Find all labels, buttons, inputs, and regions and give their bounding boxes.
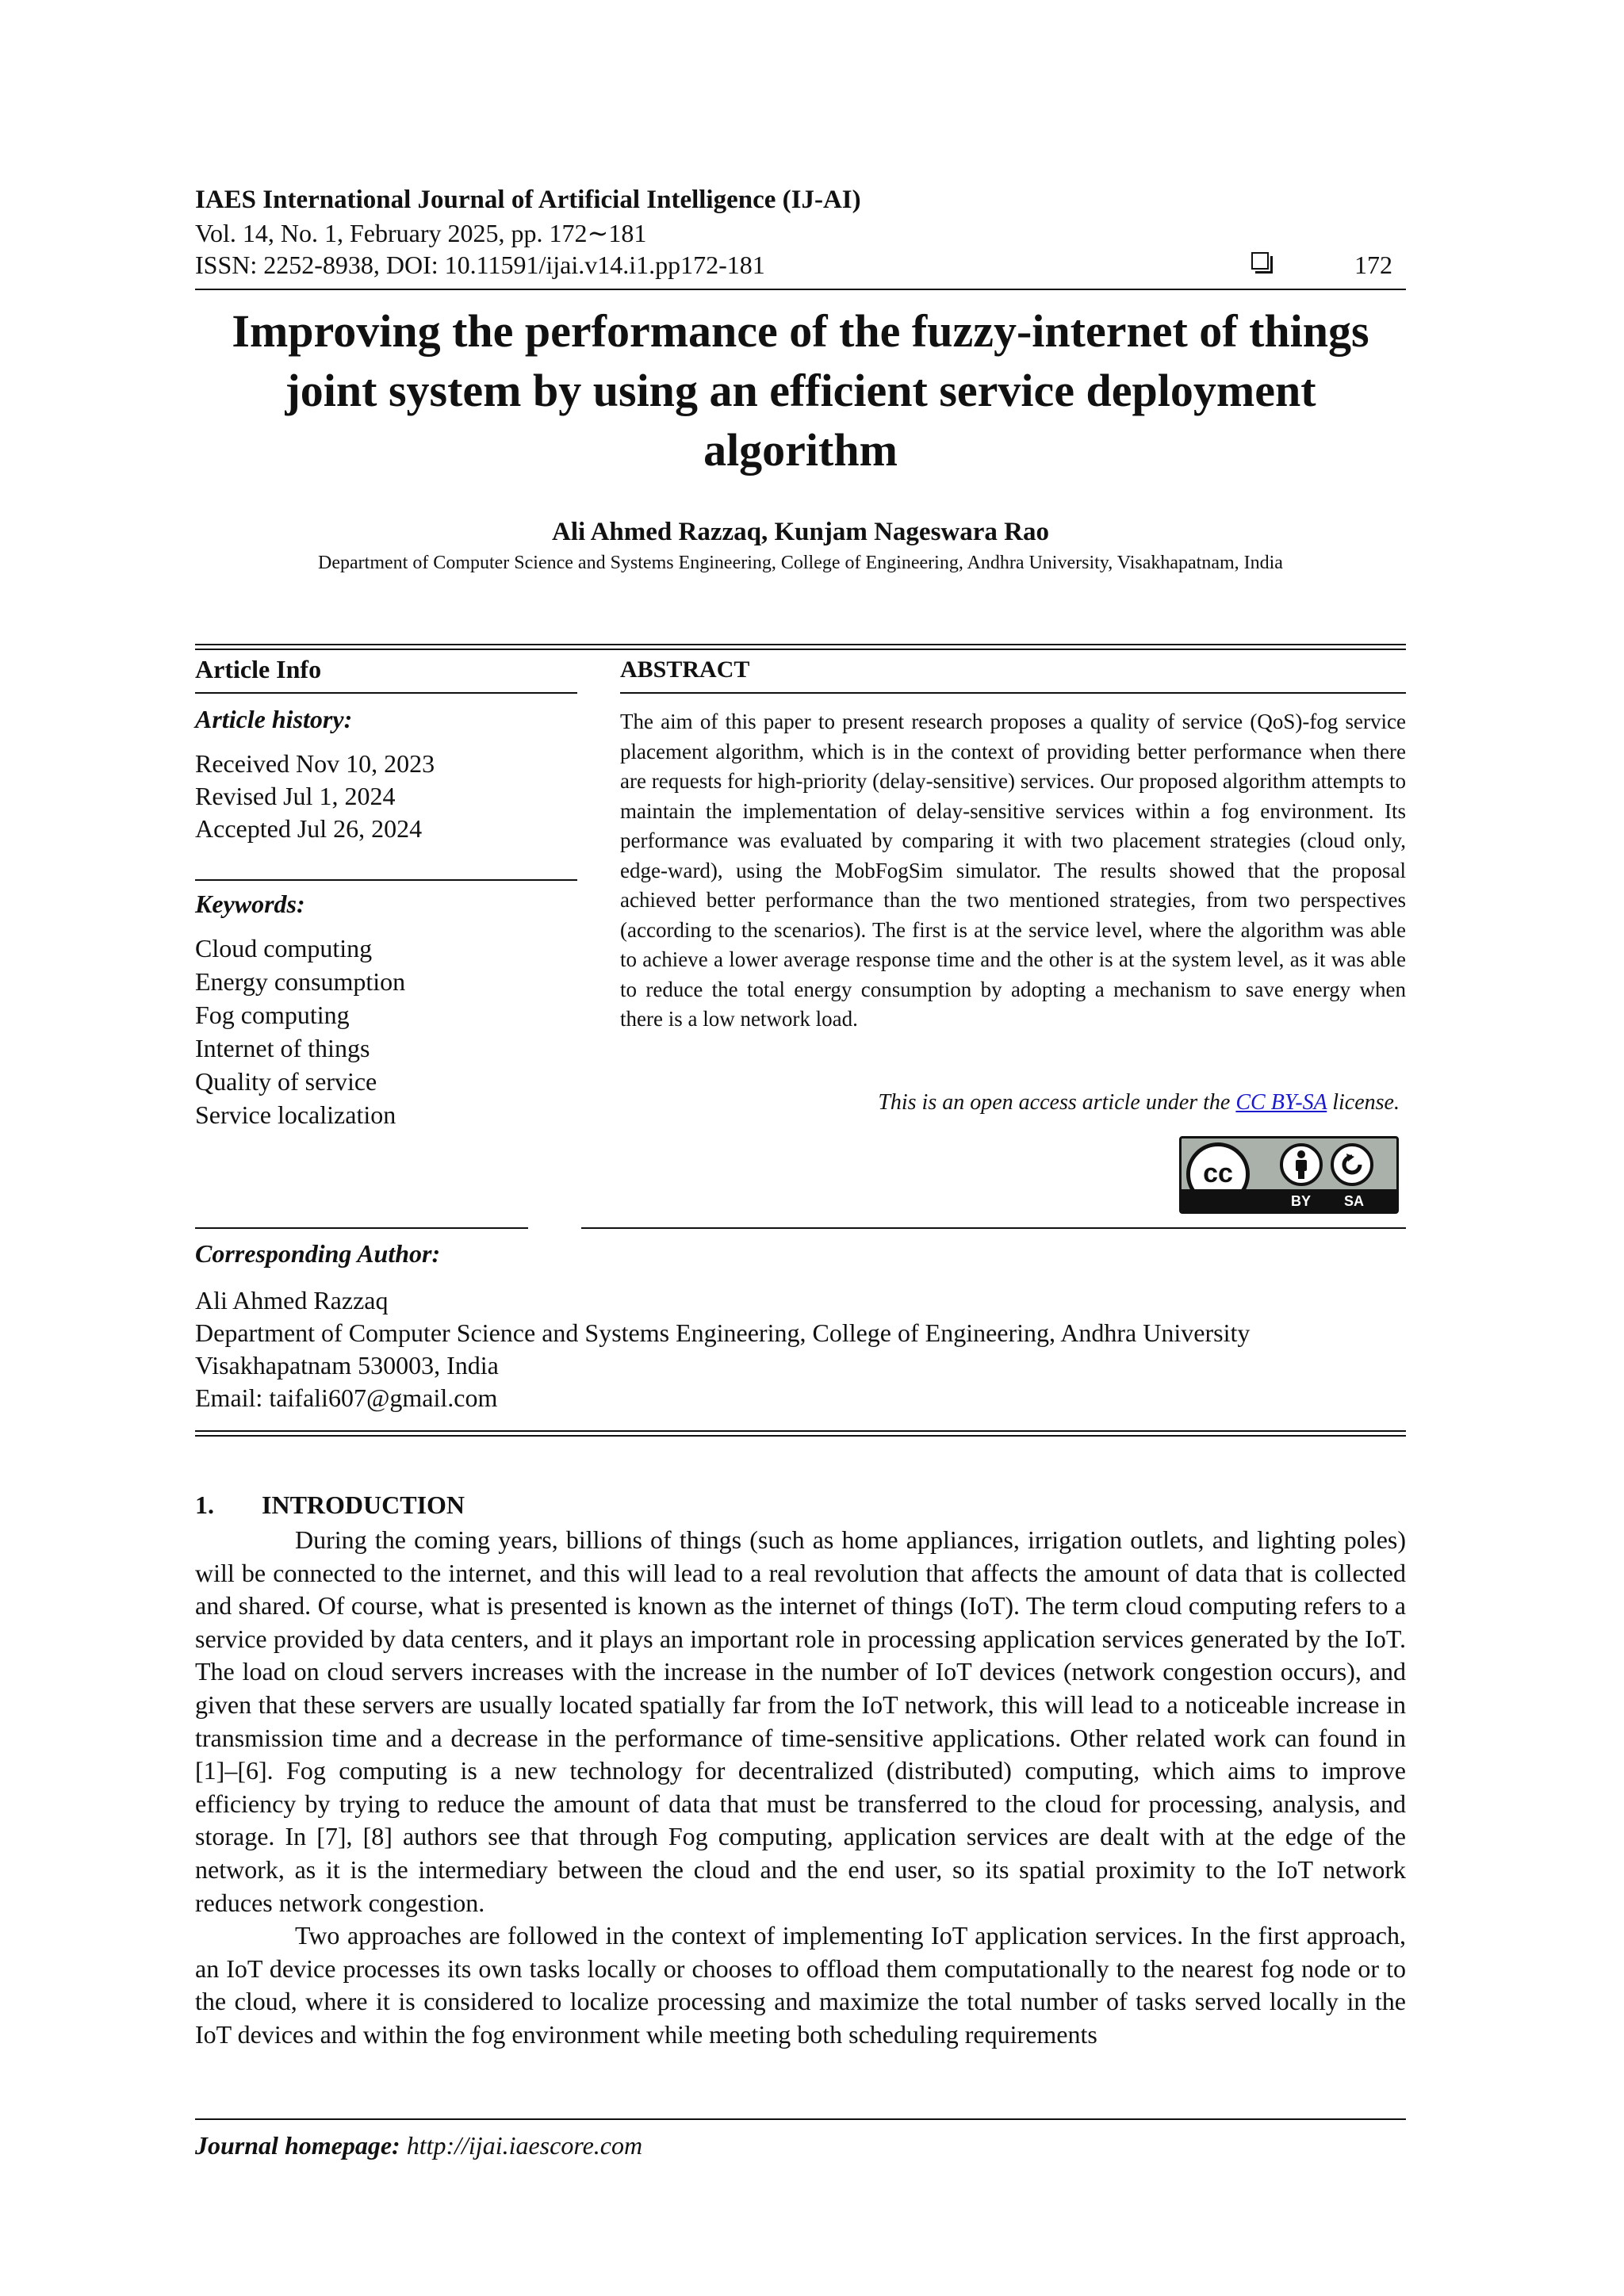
attribution-icon [1280, 1143, 1323, 1186]
corresponding-city: Visakhapatnam 530003, India [195, 1351, 499, 1380]
license-line [620, 1090, 1400, 1115]
journal-homepage [195, 2131, 642, 2160]
received-date: Received Nov 10, 2023 [195, 749, 435, 778]
footer-rule [195, 2118, 1406, 2120]
keyword-item: Internet of things [195, 1034, 370, 1062]
license-prefix: This is an open access article under the [878, 1090, 1231, 1115]
paper-authors: Ali Ahmed Razzaq, Kunjam Nageswara Rao [552, 518, 1049, 546]
paper-affiliation: Department of Computer Science and Systems Engineering, College of Engineering, Andhra University, Visakhapatnam, India [318, 553, 1283, 573]
keywords-heading: Keywords: [195, 890, 305, 918]
page-number: 172 [1354, 251, 1392, 279]
corresponding-rule-left [195, 1227, 528, 1229]
homepage-url[interactable]: http://ijai.iaescore.com [406, 2131, 643, 2160]
corresponding-rule-right [581, 1227, 1406, 1229]
info-bottom-rule-2 [195, 1435, 1406, 1437]
paper-title: Improving the performance of the fuzzy-internet of things joint system by using an efficient service deployment algorithm [232, 305, 1369, 476]
license-link[interactable]: CC BY-SA [1235, 1090, 1327, 1115]
page-box-icon [1251, 252, 1269, 270]
badge-sa-label: SA [1344, 1193, 1365, 1209]
keyword-item: Fog computing [195, 1001, 350, 1029]
accepted-date: Accepted Jul 26, 2024 [195, 814, 423, 843]
keyword-item: Energy consumption [195, 967, 406, 996]
corresponding-department: Department of Computer Science and Systems Engineering, College of Engineering, Andhra University [195, 1318, 1251, 1347]
badge-by-label: BY [1291, 1193, 1312, 1209]
article-history-heading: Article history: [195, 705, 353, 733]
keyword-item: Quality of service [195, 1067, 377, 1096]
article-info-rule [195, 692, 577, 694]
share-alike-icon [1331, 1143, 1373, 1186]
keywords-rule [195, 879, 577, 881]
corresponding-heading: Corresponding Author: [195, 1239, 441, 1268]
info-bottom-rule-1 [195, 1430, 1406, 1432]
homepage-label: Journal homepage: [195, 2131, 400, 2160]
intro-paragraph-1: During the coming years, billions of things (such as home appliances, irrigation outlets, and lighting poles) will be connected to the internet, and this will lead to a real revolution that affects the amount of data that is collected and shared. Of course, what is presented is known as the internet of things (IoT). The term cloud computing refers to a service provided by data centers, and it plays an important role in processing application services generated by the IoT. The load on cloud servers increases with the increase in the number of IoT devices (network congestion occurs), and given that these servers are usually located spatially far from the IoT network, this will lead to a noticeable increase in transmission time and a decrease in the performance of time-sensitive applications. Other related work can found in [1]–[6]. Fog computing is a new technology for decentralized (distributed) computing, which aims to improve efficiency by trying to reduce the amount of data that must be transferred to the cloud for processing, analysis, and storage. In [7], [8] authors see that through Fog computing, application services are dealt with at the edge of the network, as it is the intermediary between the cloud and the end user, so its spatial proximity to the IoT network reduces network congestion. [195, 1525, 1406, 1917]
info-top-rule-1 [195, 644, 1406, 645]
abstract-heading: ABSTRACT [620, 656, 750, 683]
header-rule [195, 289, 1406, 290]
abstract-rule [620, 692, 1406, 694]
section-heading: INTRODUCTION [262, 1490, 465, 1519]
intro-paragraph-2: Two approaches are followed in the context of implementing IoT application services. In the first approach, an IoT device processes its own tasks locally or chooses to offload them computationally to the nearest fog node or to the cloud, where it is considered to localize processing and maximize the total number of tasks served locally in the IoT devices and within the fog environment while meeting both scheduling requirements [195, 1921, 1406, 2049]
badge-label-bar [1182, 1189, 1396, 1211]
keyword-item: Service localization [195, 1100, 396, 1129]
article-info-heading: Article Info [195, 655, 322, 683]
info-top-rule-2 [195, 649, 1406, 650]
revised-date: Revised Jul 1, 2024 [195, 782, 396, 810]
corresponding-name: Ali Ahmed Razzaq [195, 1286, 389, 1314]
license-suffix: license. [1332, 1090, 1400, 1115]
journal-issn-doi: ISSN: 2252-8938, DOI: 10.11591/ijai.v14.i1.pp172-181 [195, 251, 765, 279]
journal-name: IAES International Journal of Artificial Intelligence (IJ-AI) [195, 186, 861, 214]
cc-by-sa-badge[interactable] [1179, 1136, 1399, 1214]
introduction-body [195, 1524, 1406, 2052]
section-number: 1. [195, 1490, 214, 1519]
corresponding-email: Email: taifali607@gmail.com [195, 1383, 498, 1412]
journal-volume: Vol. 14, No. 1, February 2025, pp. 172∼181 [195, 219, 647, 247]
abstract-text: The aim of this paper to present research proposes a quality of service (QoS)-fog service placement algorithm, which is in the context of providing better performance when there are requests for high-priority (delay-sensitive) services. Our proposed algorithm attempts to maintain the implementation of delay-sensitive services within a fog environment. Its performance was evaluated by comparing it with two placement strategies (cloud only, edge-ward), using the MobFogSim simulator. The results showed that the proposal achieved better performance than the two mentioned strategies, from two perspectives (according to the scenarios). The first is at the service level, where the algorithm was able to achieve a lower average response time and the other is at the system level, as it was able to reduce the total energy consumption by adopting a mechanism to save energy when there is a low network load. [620, 710, 1406, 1031]
keyword-item: Cloud computing [195, 934, 373, 962]
cc-logo-text: cc [1203, 1158, 1233, 1188]
